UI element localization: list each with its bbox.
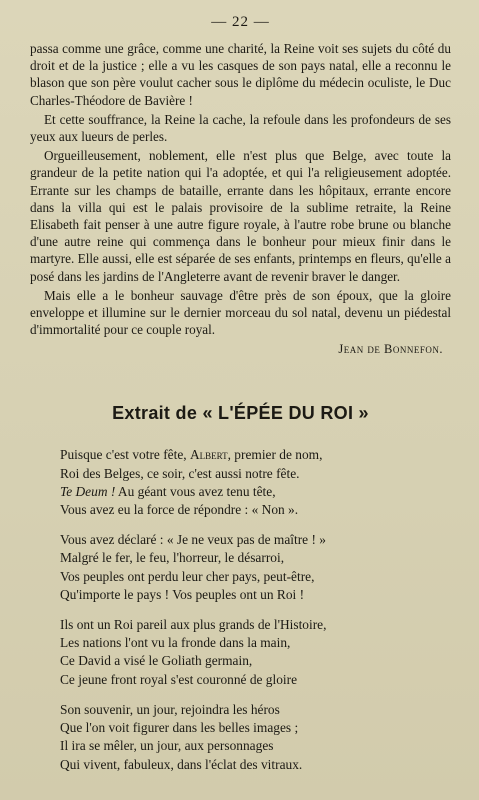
verse-line [60, 483, 451, 501]
verse-line: Son souvenir, un jour, rejoindra les héros [60, 701, 280, 717]
verse-line: Ce jeune front royal s'est couronné de gloire [60, 671, 298, 687]
verse-line: Qu'importe le pays ! Vos peuples ont un Roi ! [60, 586, 305, 602]
verse-line: Il ira se mêler, un jour, aux personnages [60, 738, 274, 754]
verse-line: Vous avez déclaré : « Je ne veux pas de maître ! » [60, 532, 326, 548]
verse-line: Roi des Belges, ce soir, c'est aussi notre fête. [60, 465, 300, 481]
verse-text: , premier de nom, [227, 447, 323, 463]
stanza [60, 531, 451, 604]
prose-paragraph: passa comme une grâce, comme une charité, la Reine voit ses sujets du côté du droit et de la justice ; elle a vu les casques de son pays natal, elle a reconnu le blason que son père voulut cacher sous le diplôme du médecin oculiste, le Duc Charles-Théodore de Bavière ! [30, 41, 451, 108]
verse-line: Que l'on voit figurer dans les belles images ; [60, 720, 299, 736]
verse-italic: Te Deum ! [60, 483, 116, 499]
verse-line: Vous avez eu la force de répondre : « Non ». [60, 502, 299, 518]
verse-line: Ce David a visé le Goliath germain, [60, 653, 253, 669]
verse-line: Qui vivent, fabuleux, dans l'éclat des vitraux. [60, 756, 303, 772]
verse-line: Malgré le fer, le feu, l'horreur, le désarroi, [60, 550, 285, 566]
verse-line [60, 446, 451, 464]
verse-line: Vos peuples ont perdu leur cher pays, peut-être, [60, 568, 315, 584]
verse-text: Puisque c'est votre fête, [60, 447, 190, 463]
prose-paragraph: Mais elle a le bonheur sauvage d'être près de son époux, que la gloire enveloppe et illumine sur le dernier morceau du sol natal, devenu un piédestal d'immortalité pour ce couple royal. [30, 287, 451, 338]
stanza [60, 616, 451, 689]
prose-paragraph: Et cette souffrance, la Reine la cache, la refoule dans les profondeurs de ses yeux aux lueurs de perles. [30, 111, 451, 145]
verse-line: Les nations l'ont vu la fronde dans la main, [60, 635, 291, 651]
page-number: — 22 — [211, 14, 270, 30]
stanza [60, 701, 451, 774]
poem-title: Extrait de « L'ÉPÉE DU ROI » [112, 403, 369, 424]
verse-line: Ils ont un Roi pareil aux plus grands de l'Histoire, [60, 617, 327, 633]
author-signature: Jean de Bonnefon. [338, 342, 443, 357]
prose-paragraph: Orgueilleusement, noblement, elle n'est plus que Belge, avec toute la grandeur de la petite nation qui l'a adoptée, et qui l'a religieusement adoptée. Errante sur les champs de bataille, errante dans les hôpitaux, errante encore dans la villa qui est le palais provisoire de la sublime retraite, la Reine Elisabeth fait penser à une autre figure royale, à l'autre robe brune ou blanche d'une autre reine qui commença dans le bonheur pour mieux finir dans le martyre. Elle aussi, elle est séparée de ses enfants, printemps en fleurs, qu'elle a posé dans les jardins de l'Angleterre avant de revenir braver le danger. [30, 148, 451, 284]
verse-text: Au géant vous avez tenu tête, [115, 483, 276, 499]
stanza [60, 446, 451, 519]
king-name: Albert [189, 447, 228, 463]
